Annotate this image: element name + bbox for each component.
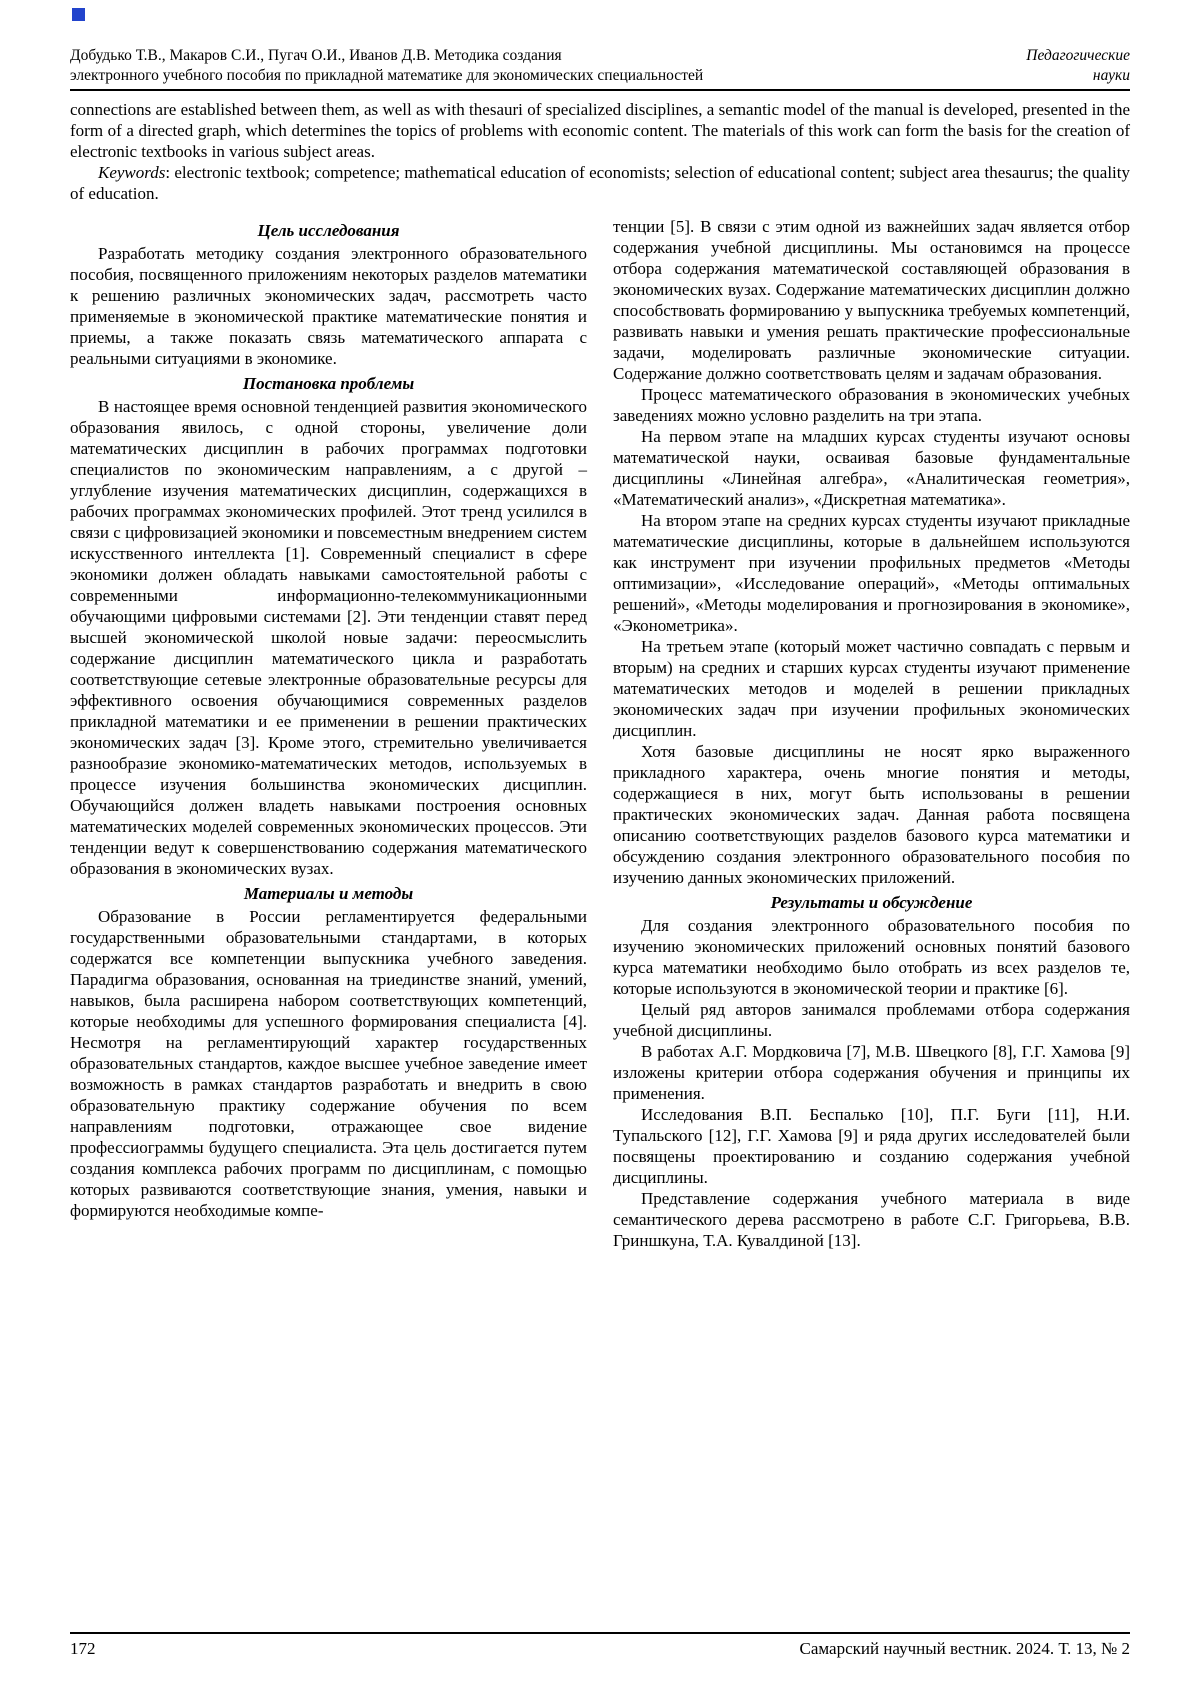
keywords-line [70,162,1130,204]
paragraph: Исследования В.П. Беспалько [10], П.Г. Буги [11], Н.И. Тупальского [12], Г.Г. Хамова [9] и ряда других исследователей были посвящены проектированию и созданию содержания учебной дисциплины. [613,1105,1130,1187]
running-head-authors: Добудько Т.В., Макаров С.И., Пугач О.И., Иванов Д.В. Методика создания [70,47,562,64]
paragraph: Для создания электронного образовательного пособия по изучению экономических приложений основных понятий базового курса математики необходимо было отобрать из всех разделов те, которые используются в экономической теории и практике [6]. [613,916,1130,998]
running-head-right [1026,46,1130,86]
page-number: 172 [70,1639,96,1658]
section-heading-problem: Постановка проблемы [242,374,415,393]
left-column [70,216,587,1251]
paragraph: Образование в России регламентируется федеральными государственными образовательными стандартами, в которых содержатся все компетенции выпускника учебного заведения. Парадигма образования, основанная на триединстве знаний, умений, навыков, была расширена набором соответствующих компетенций, которые необходимы для успешного формирования специалиста [4]. Несмотря на регламентирующий характер государственных образовательных стандартов, каждое высшее учебное заведение имеет возможность в рамках стандартов разработать и внедрить в свою образовательную практику содержание обучения по всем направлениям подготовки, отражающее свое видение профессиограммы будущего специалиста. Эта цель достигается путем создания комплекса рабочих программ по дисциплинам, с помощью которых развиваются соответствующие знания, умения, навыки и формируются необходимые компе- [70,907,587,1220]
section-heading-goal: Цель исследования [257,221,400,240]
right-column [613,216,1130,1251]
running-head-section-line2: науки [1092,67,1130,84]
page-header [70,46,1130,91]
running-head-left [70,46,703,86]
paragraph-continuation: тенции [5]. В связи с этим одной из важнейших задач является отбор содержания учебной дисциплины. Мы остановимся на процессе отбора содержания математической составляющей образования в экономических вузах. Содержание математических дисциплин должно способствовать формированию у выпускника требуемых компетенций, развивать навыки и умения решать практические профессиональные задачи, моделировать различные экономические ситуации. Содержание должно соответствовать целям и задачам образования. [613,217,1130,383]
two-column-body [70,216,1130,1251]
section-heading-materials: Материалы и методы [243,884,414,903]
running-head-section-line1: Педагогические [1026,47,1130,64]
paragraph: Хотя базовые дисциплины не носят ярко выраженного прикладного характера, очень многие понятия и методы, содержащиеся в них, могут быть использованы в решении практических экономических задач. Данная работа посвящена описанию соответствующих разделов базового курса математики и обсуждению создания электронного образовательного пособия по изучению данных экономических приложений. [613,742,1130,887]
paragraph: На первом этапе на младших курсах студенты изучают основы математической науки, осваивая базовые фундаментальные дисциплины «Линейная алгебра», «Аналитическая геометрия», «Математический анализ», «Дискретная математика». [613,427,1130,509]
keywords-label: Keywords [98,163,166,182]
paragraph: На третьем этапе (который может частично совпадать с первым и вторым) на средних и старших курсах студенты изучают применение математических методов и моделей в решении прикладных экономических задач при изучении профильных экономических дисциплин. [613,637,1130,740]
abstract-text: connections are established between them, as well as with thesauri of specialized disciplines, a semantic model of the manual is developed, presented in the form of a directed graph, which determines the topics of problems with economic content. The materials of this work can form the basis for the creation of electronic textbooks in various subject areas. [70,100,1130,161]
keywords-text: : electronic textbook; competence; mathematical education of economists; selection of educational content; subject area thesaurus; the quality of education. [70,163,1130,203]
paragraph: Разработать методику создания электронного образовательного пособия, посвященного приложениям некоторых разделов математики к решению различных экономических задач, рассмотреть часто применяемые в экономической практике математические понятия и приемы, а также показать связь математического аппарата с реальными ситуациями в экономике. [70,244,587,368]
running-head-article-title: электронного учебного пособия по прикладной математике для экономических специальностей [70,67,704,84]
paragraph: В работах А.Г. Мордковича [7], М.В. Швецкого [8], Г.Г. Хамова [9] изложены критерии отбора содержания обучения и принципы их применения. [613,1042,1130,1103]
paragraph: На втором этапе на средних курсах студенты изучают прикладные математические дисциплины, которые в дальнейшем используются как инструмент при изучении профильных предметов «Методы оптимизации», «Исследование операций», «Методы оптимальных решений», «Методы моделирования и прогнозирования в экономике», «Эконометрика». [613,511,1130,635]
paragraph: Целый ряд авторов занимался проблемами отбора содержания учебной дисциплины. [613,1000,1130,1040]
blue-corner-mark [72,8,85,21]
section-heading-results: Результаты и обсуждение [770,893,973,912]
paragraph: В настоящее время основной тенденцией развития экономического образования явилось, с одной стороны, увеличение доли математических дисциплин в рабочих программах подготовки специалистов по экономическим направлениям, а с другой – углубление изучения математических дисциплин, содержащихся в рабочих программах экономических профилей. Этот тренд усилился в связи с цифровизацией экономики и повсеместным внедрением систем искусственного интеллекта [1]. Современный специалист в сфере экономики должен обладать навыками самостоятельной работы с современными информационно-телекоммуникационными обучающими цифровыми системами [2]. Эти тенденции ставят перед высшей экономической школой новые задачи: переосмыслить содержание дисциплин математического цикла и разработать соответствующие сетевые электронные образовательные ресурсы для эффективного освоения обучающимися современных разделов прикладной математики и ее применении в решении практических экономических задач [3]. Кроме этого, стремительно увеличивается разнообразие экономико-математических методов, используемых в процессе изучения большинства экономических дисциплин. Обучающийся должен владеть навыками построения основных математических моделей современных экономических процессов. Эти тенденции ведут к совершенствованию содержания математического образования в экономических вузах. [70,397,587,878]
journal-info: Самарский научный вестник. 2024. Т. 13, № 2 [799,1639,1130,1658]
abstract-block [70,99,1130,204]
page-footer [70,1632,1130,1659]
paragraph: Представление содержания учебного материала в виде семантического дерева рассмотрено в работе С.Г. Григорьева, В.В. Гриншкуна, Т.А. Кувалдиной [13]. [613,1189,1130,1250]
paragraph: Процесс математического образования в экономических учебных заведениях можно условно разделить на три этапа. [613,385,1130,425]
